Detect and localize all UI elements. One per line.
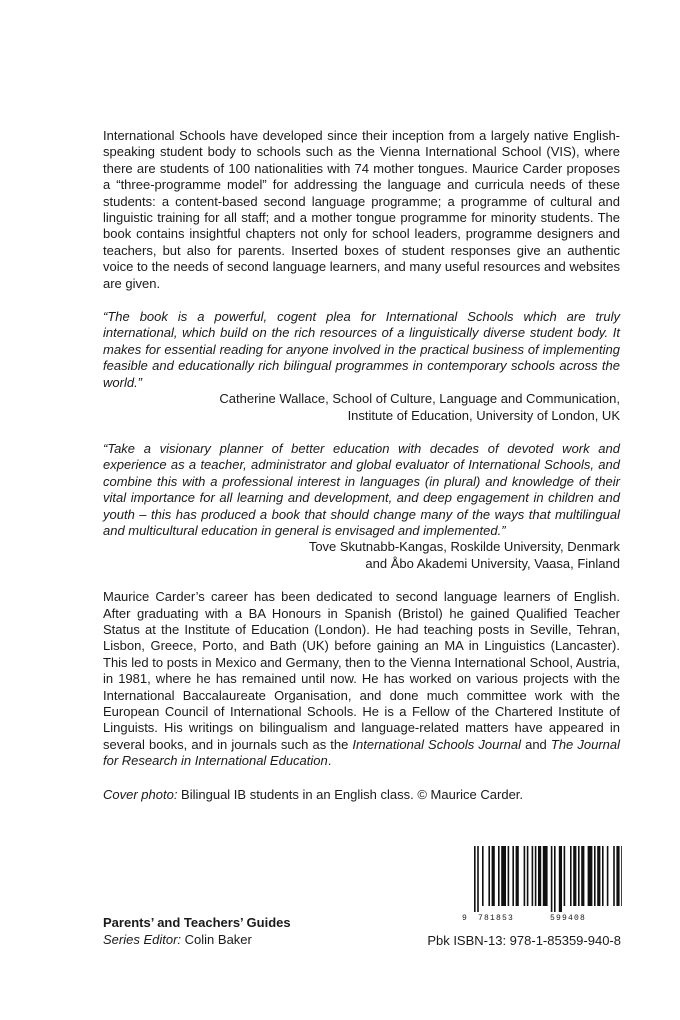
barcode-bar [492,846,495,906]
barcode-bar [578,846,580,906]
series-editor [103,931,291,948]
barcode-digits-group-2: 599408 [550,914,587,923]
quote-wallace-attribution-1: Catherine Wallace, School of Culture, Language and Communication, [219,391,620,407]
cover-photo-credit [103,787,620,803]
barcode-bar [554,846,556,912]
barcode-bar [597,846,600,906]
spacer [103,424,620,441]
quote-skutnabb-kangas: “Take a visionary planner of better education with decades of devoted work and experience as a teacher, administrator and global evaluator of International Schools, and combine this with a professional interest in languages (in plural) and knowledge of their vital importance for all learning and development, and deep engagement in children and youth – this has produced a book that should change many of the ways that multilingual and multicultural education in general is envisaged and implemented.” [103,440,620,538]
author-bio [103,589,620,769]
barcode-bar [564,846,566,906]
series-editor-label: Series Editor: [103,932,182,947]
author-bio-text-2: and [521,736,551,752]
barcode-bar [602,846,604,906]
barcode-bar [512,846,514,906]
journal-title-1: International Schools Journal [352,736,522,752]
barcode-bar [616,846,619,906]
barcode-bar [559,846,562,912]
barcode-bar [573,846,576,906]
spacer [103,292,620,309]
barcode-bars [462,846,622,912]
series-info [103,914,291,948]
quote-skutnabb-kangas-attribution-2: and Åbo Akademi University, Vaasa, Finland [365,555,620,571]
barcode-bar [488,846,490,906]
isbn-barcode [462,846,622,924]
back-cover-text [103,128,620,803]
barcode-bar [501,846,506,906]
barcode-digits-group-1: 781853 [478,914,515,923]
barcode-bar [607,846,609,906]
barcode-bar [551,846,553,912]
barcode-bar [477,846,479,912]
barcode-bar [613,846,615,906]
barcode-bar [532,846,534,906]
author-bio-text: Maurice Carder’s career has been dedicated to second language learners of English. After graduating with a BA Honours in Spanish (Bristol) he gained Qualified Teacher Status at the Institute of Education (London). He had teaching posts in Seville, Tehran, Lisbon, Greece, Porto, and Bath (UK) before gaining an MA in Linguistics (Lancaster). This led to posts in Mexico and Germany, then to the Vienna International School, Austria, in 1981, where he has remained until now. He has worked on various projects with the International Baccalaureate Organisation, and done much committee work with the European Council of International Schools. He is a Fellow of the Chartered Institute of Linguists. His writings on bilingualism and language-related matters have appeared in several books, and in journals such as the [103,589,620,752]
barcode-bar [474,846,476,912]
barcode-bar [508,846,510,906]
quote-wallace-attribution-2: Institute of Education, University of London, UK [347,407,620,423]
spacer [103,770,620,787]
barcode-bar [498,846,500,906]
barcode-bar [594,846,596,906]
barcode-bar [482,846,484,906]
barcode-bar [543,846,548,906]
book-description: International Schools have developed since their inception from a largely native English-speaking student body to schools such as the Vienna International School (VIS), where there are students of 100 nationalities with 74 mother tongues. Maurice Carder proposes a “three-programme model” for addressing the language and curricula needs of these students: a content-based second language programme; a programme of cultural and linguistic training for all staff; and a mother tongue programme for minority students. The book contains insightful chapters not only for school leaders, programme designers and teachers, but also for parents. Inserted boxes of student responses give an authentic voice to the needs of second language learners, and many useful resources and websites are given. [103,128,620,291]
spacer [103,572,620,589]
isbn-number: Pbk ISBN-13: 978-1-85359-940-8 [427,933,621,948]
series-title: Parents’ and Teachers’ Guides [103,915,291,930]
barcode-bar [524,846,526,906]
barcode-bar [570,846,572,906]
quote-wallace: “The book is a powerful, cogent plea for International Schools which are truly international, which build on the rich resources of a linguistically diverse student body. It makes for essential reading for anyone involved in the practical business of implementing feasible and educationally rich bilingual programmes in contemporary schools across the world.” [103,309,620,390]
barcode-bar [581,846,584,906]
barcode-bar [535,846,537,906]
barcode-bar [516,846,519,906]
journal-title-2: The Journal for Research in International Education [103,736,620,769]
barcode-bar [538,846,541,906]
barcode-first-digit: 9 [462,914,467,923]
cover-photo-text: Bilingual IB students in an English class. © Maurice Carder. [177,786,524,802]
author-bio-text-3: . [327,753,332,769]
series-editor-name: Colin Baker [181,932,252,947]
barcode-bar [621,846,622,906]
cover-photo-label: Cover photo: [103,786,178,802]
barcode-bar [527,846,529,906]
barcode-bar [588,846,593,906]
quote-skutnabb-kangas-attribution-1: Tove Skutnabb-Kangas, Roskilde University, Denmark [308,539,620,555]
